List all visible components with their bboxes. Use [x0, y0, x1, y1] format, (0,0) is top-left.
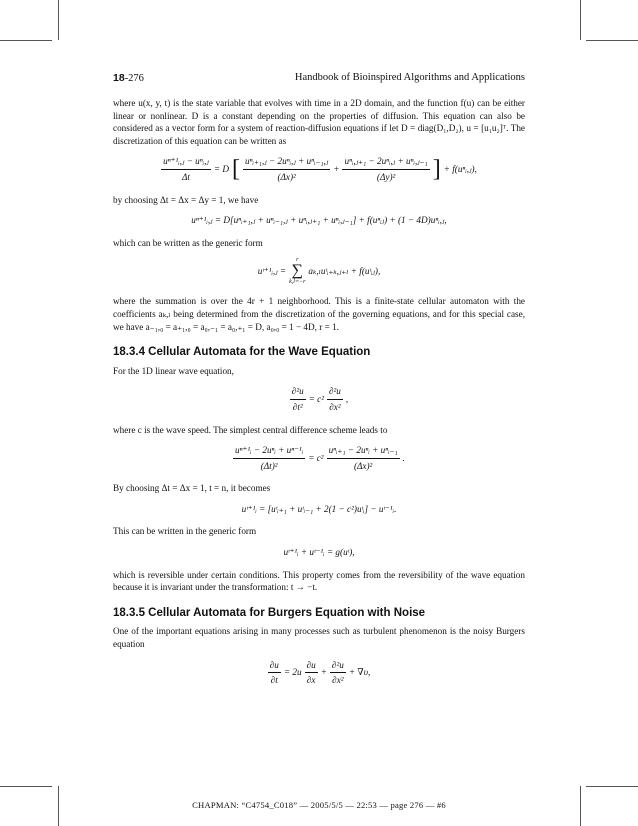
section-heading: 18.3.4 Cellular Automata for the Wave Equation	[113, 346, 371, 359]
crop-mark	[586, 40, 638, 41]
paragraph: For the 1D linear wave equation,	[113, 365, 234, 376]
crop-mark	[586, 786, 638, 787]
equation-burgers: $\frac{\partial u}{\partial t}$ = 2u $\frac{\partial u}{\partial x}$ + $\frac{\text{∂²u}}{\text{∂x²}}$ + ∇υ,	[269, 659, 371, 686]
paragraph: where u(x, y, t) is the state variable that evolves with time in a 2D domain, and the function f(u) can be either linear or nonlinear. D is a constant depending on the properties of diffusion. This equation can also be considered as a vector form for a system of reaction-diffusion equations if let D = diag(D₁,D₂), u = [u₁u₂]ᵀ. The discretization of this equation can be written as	[113, 98, 525, 146]
section-heading: 18.3.5 Cellular Automata for Burgers Equation with Noise	[113, 606, 426, 619]
equation-central-difference: $\frac{\text{uⁿ⁺¹ᵢ − 2uⁿᵢ + uⁿ⁻¹ᵢ}}{\text{(Δt)²}}$ = c² $\frac{\text{uⁿᵢ₊₁ − 2uⁿᵢ + uⁿᵢ₋₁}}{\text{(Δx)²}}$ .	[235, 445, 405, 471]
equation-reversible: uᵗ⁺¹ᵢ + uᵗ⁻¹ᵢ = g(uᵗ),	[283, 547, 355, 558]
equation-generic-form: uᵗ⁺¹ᵢ,ⱼ = r ∑ k,l=−r aₖ,ₗuᵗᵢ₊ₖ,ⱼ₊ₗ + f(uᵗᵢⱼ),	[257, 257, 381, 286]
paragraph: where the summation is over the 4r + 1 neighborhood. This is a finite-state cellular automaton with the coefficients aₖ,ₗ being determined from the discretization of the governing equations, and for this special case, we have a₋₁,₀ = a₊₁,₀ = a₀,₋₁ = a₀,₊₁ = D, a₀,₀ = 1 − 4D, r = 1.	[113, 296, 525, 332]
equation-wave-update: uᵗ⁺¹ᵢ = [uᵗᵢ₊₁ + uᵗᵢ₋₁ + 2(1 − c²)uᵗᵢ] − uᵗ⁻¹ᵢ.	[241, 503, 397, 514]
equation-discretization: $\frac{\text{uⁿ⁺¹ᵢ,ⱼ − uⁿᵢ,ⱼ}}{\Delta t}$ = D [ $\frac{\text{uⁿᵢ₊₁,ⱼ − 2uⁿᵢ,ⱼ + uⁿᵢ₋₁,ⱼ}}{\text{(Δx)²}}$ + $\frac{\text{uⁿᵢ,ⱼ₊₁ − 2uⁿᵢ,ⱼ + uⁿᵢ,ⱼ₋₁}}{\text{(Δy)²}}$ ] + f(uⁿᵢ,ⱼ),	[163, 156, 477, 183]
paragraph: By choosing Δt = Δx = 1, t = n, it becomes	[113, 483, 271, 494]
paragraph: This can be written in the generic form	[113, 526, 257, 537]
paragraph: where c is the wave speed. The simplest central difference scheme leads to	[113, 424, 388, 435]
page-footer: CHAPMAN: “C4754_C018” — 2005/5/5 — 22:53 — page 276 — #6	[192, 800, 446, 810]
page-number: 18-276	[113, 72, 144, 84]
crop-mark	[58, 0, 59, 40]
paragraph: One of the important equations arising in many processes such as turbulent phenomenon is the noisy Burgers equation	[113, 626, 525, 650]
equation-wave: $\frac{\text{∂²u}}{\text{∂t²}}$ = c² $\frac{\text{∂²u}}{\text{∂x²}}$ ,	[291, 386, 349, 412]
paragraph: which is reversible under certain conditions. This property comes from the reversibility of the wave equation because it is invariant under the transformation: t → −t.	[113, 569, 525, 593]
crop-mark	[0, 786, 52, 787]
crop-mark	[580, 0, 581, 40]
book-title: Handbook of Bioinspired Algorithms and Applications	[294, 72, 525, 83]
paragraph: which can be written as the generic form	[113, 237, 263, 248]
paragraph: by choosing Δt = Δx = Δy = 1, we have	[113, 194, 259, 205]
crop-mark	[0, 40, 52, 41]
equation-update: uⁿ⁺¹ᵢ,ⱼ = D[uⁿᵢ₊₁,ⱼ + uⁿᵢ₋₁,ⱼ + uⁿᵢ,ⱼ₊₁ + uⁿᵢ,ⱼ₋₁] + f(uⁿᵢⱼ) + (1 − 4D)uⁿᵢ,ⱼ,	[191, 215, 447, 226]
page-body	[113, 97, 525, 697]
